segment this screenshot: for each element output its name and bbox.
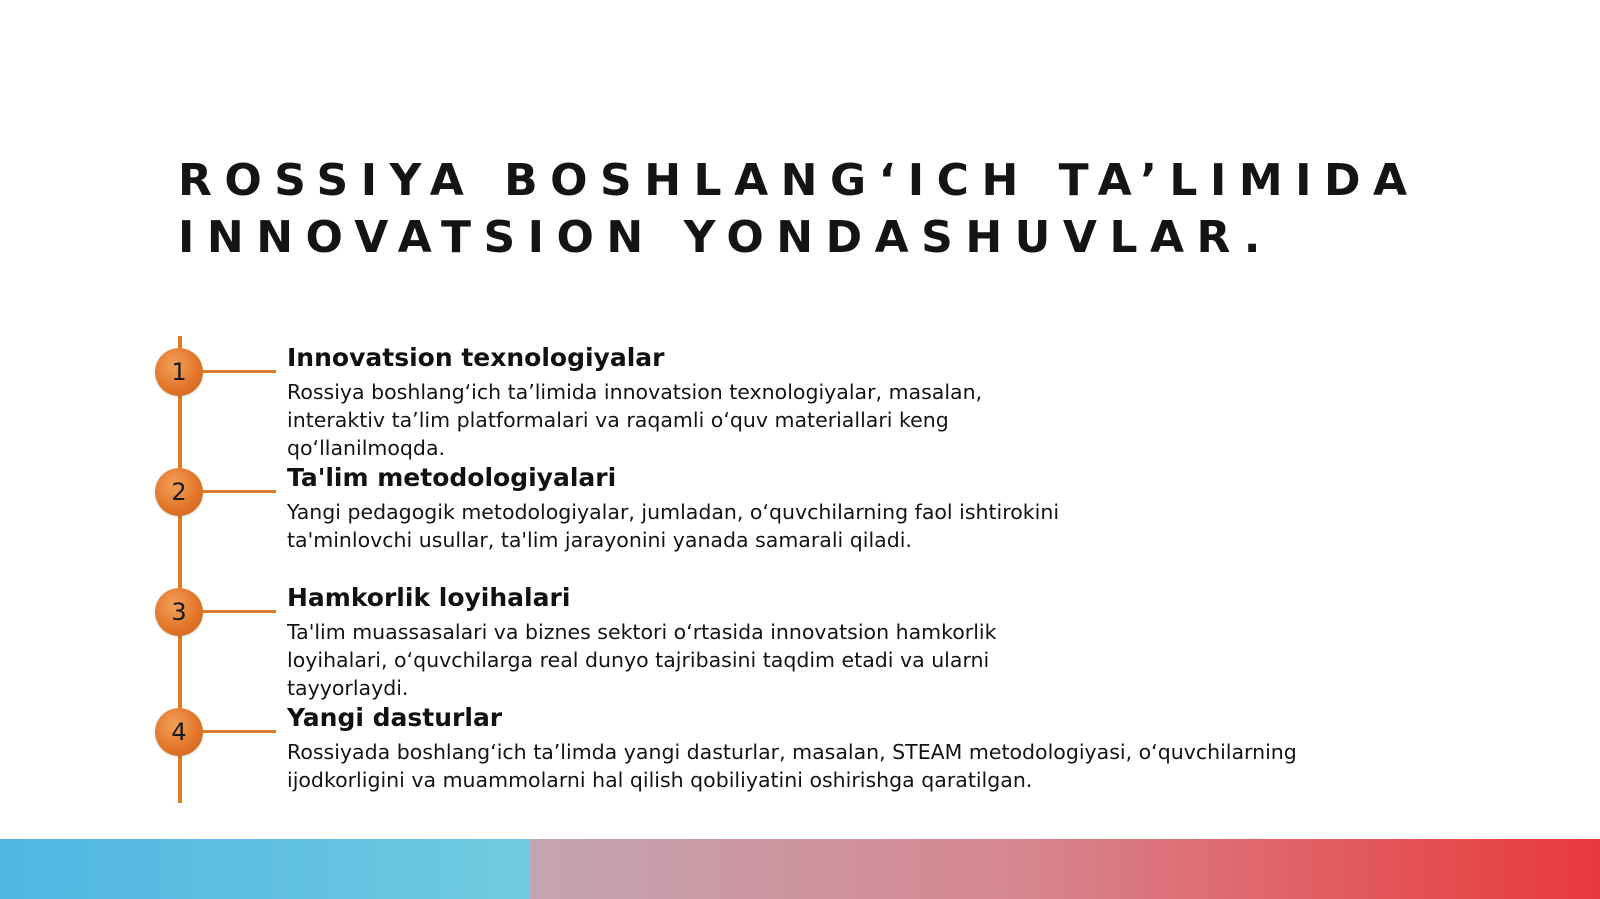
timeline-marker-4: 4	[155, 708, 203, 756]
timeline-connector	[203, 610, 276, 613]
bottom-bar-left-segment	[0, 839, 530, 899]
bottom-bar-right-segment	[530, 839, 1600, 899]
item-heading-4: Yangi dasturlar	[287, 703, 503, 732]
timeline-connector	[203, 490, 276, 493]
item-heading-1: Innovatsion texnologiyalar	[287, 343, 665, 372]
timeline-marker-2: 2	[155, 468, 203, 516]
bottom-gradient-bar	[0, 839, 1600, 899]
slide-title: ROSSIYA BOSHLANG‘ICH TA’LIMIDA INNOVATSION YONDASHUVLAR.	[178, 155, 1420, 263]
item-body-4: Rossiyada boshlang‘ich ta’limda yangi dasturlar, masalan, STEAM metodologiyasi, o‘quvchilarning ijodkorligini va muammolarni hal qilish qobiliyatini oshirishga qaratilgan.	[287, 740, 1297, 792]
timeline-marker-1: 1	[155, 348, 203, 396]
item-body-2: Yangi pedagogik metodologiyalar, jumladan, o‘quvchilarning faol ishtirokini ta'minlovchi usullar, ta'lim jarayonini yanada samarali qiladi.	[287, 500, 1060, 552]
item-heading-3: Hamkorlik loyihalari	[287, 583, 571, 612]
timeline-connector	[203, 370, 276, 373]
item-body-1: Rossiya boshlang‘ich ta’limida innovatsion texnologiyalar, masalan, interaktiv ta’lim platformalari va raqamli o‘quv materiallari keng qo‘llanilmoqda.	[287, 380, 983, 460]
item-heading-2: Ta'lim metodologiyalari	[287, 463, 617, 492]
timeline-marker-3: 3	[155, 588, 203, 636]
timeline-connector	[203, 730, 276, 733]
item-body-3: Ta'lim muassasalari va biznes sektori o‘rtasida innovatsion hamkorlik loyihalari, o‘quvchilarga real dunyo tajribasini taqdim etadi va ularni tayyorlaydi.	[287, 620, 997, 700]
